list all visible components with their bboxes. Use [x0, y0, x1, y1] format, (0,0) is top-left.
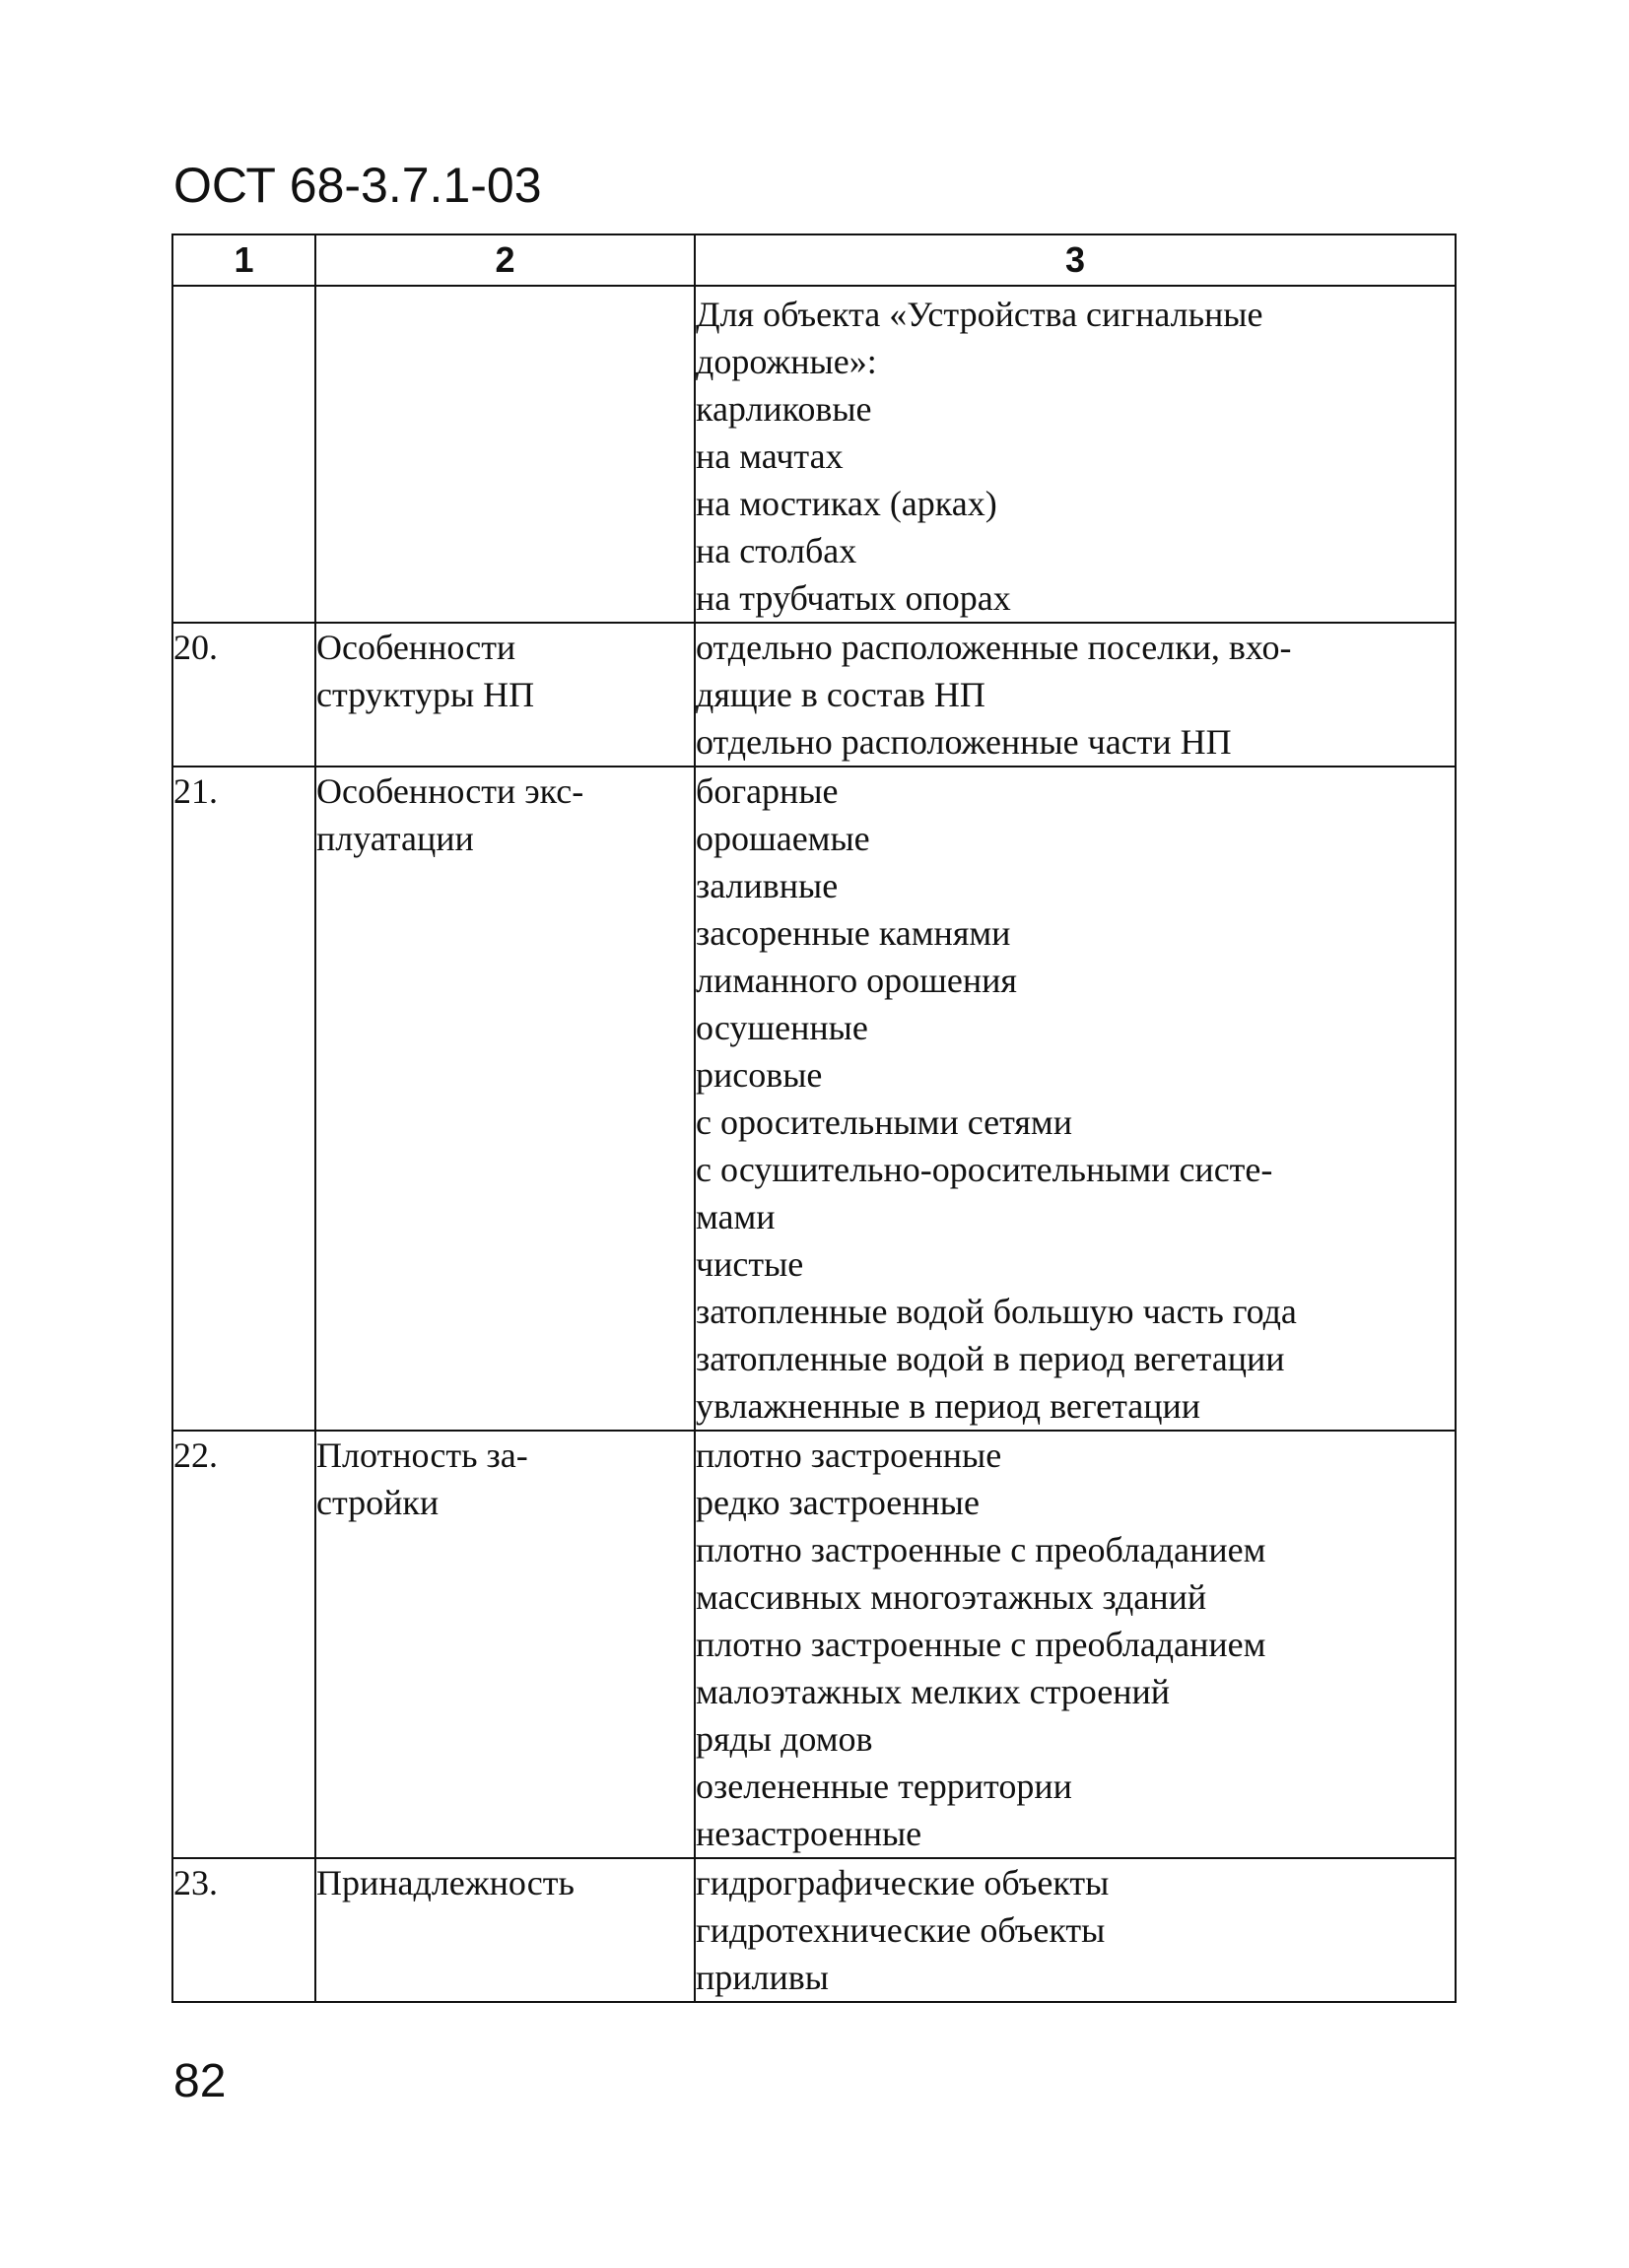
value-line: осушенные	[696, 1008, 868, 1047]
characteristic-cell	[315, 623, 695, 767]
value-line: гидротехнические объекты	[696, 1910, 1106, 1950]
value-line: приливы	[696, 1958, 829, 1997]
value-line: с осушительно-оросительными систе-	[696, 1150, 1273, 1189]
value-item	[696, 909, 1455, 957]
value-item	[696, 1859, 1455, 1906]
characteristic-line: Принадлежность	[316, 1863, 575, 1902]
value-line: озелененные территории	[696, 1767, 1072, 1806]
value-line: отдельно расположенные части НП	[696, 722, 1232, 762]
value-line: на мачтах	[696, 436, 844, 476]
value-line: карликовые	[696, 389, 872, 429]
table-row-continuation	[172, 286, 1456, 623]
value-line: незастроенные	[696, 1814, 922, 1853]
characteristic-line: плуатации	[316, 819, 474, 858]
values-cell	[695, 1858, 1456, 2002]
value-item	[696, 957, 1455, 1004]
value-item	[696, 1621, 1455, 1715]
characteristic-cell	[315, 1431, 695, 1858]
classification-table	[171, 233, 1457, 2003]
value-line: рисовые	[696, 1055, 823, 1095]
row-number-cell: 21.	[172, 767, 315, 1431]
value-line: массивных многоэтажных зданий	[696, 1577, 1207, 1617]
value-item	[696, 862, 1455, 909]
table-row-23	[172, 1858, 1456, 2002]
value-line: на мостиках (арках)	[696, 484, 997, 523]
value-line: затопленные водой в период вегетации	[696, 1339, 1285, 1378]
page-number: 82	[173, 2055, 227, 2107]
value-item	[696, 1099, 1455, 1146]
characteristic-line: структуры НП	[316, 675, 535, 714]
characteristic-line: стройки	[316, 1483, 440, 1522]
value-item	[696, 1432, 1455, 1479]
value-item	[696, 480, 1455, 527]
document-code: ОСТ 68-3.7.1-03	[173, 158, 542, 213]
column-header-2: 2	[315, 234, 695, 286]
value-line: засоренные камнями	[696, 913, 1011, 953]
value-item	[696, 624, 1455, 718]
characteristic-line: Плотность за-	[316, 1435, 528, 1475]
characteristic-line: Особенности	[316, 628, 516, 667]
values-cell	[695, 286, 1456, 623]
value-item	[696, 291, 1455, 385]
value-line: на трубчатых опорах	[696, 578, 1011, 618]
value-item	[696, 1906, 1455, 1954]
table-header-row	[172, 234, 1456, 286]
value-line: Для объекта «Устройства сигнальные	[696, 295, 1263, 334]
value-line: плотно застроенные с преобладанием	[696, 1530, 1266, 1569]
row-number-cell	[172, 286, 315, 623]
value-item	[696, 1288, 1455, 1335]
table-row-21	[172, 767, 1456, 1431]
value-item	[696, 767, 1455, 815]
value-item	[696, 1146, 1455, 1240]
value-item	[696, 1382, 1455, 1430]
value-item	[696, 718, 1455, 766]
values-cell	[695, 1431, 1456, 1858]
value-item	[696, 1526, 1455, 1621]
value-line: увлажненные в период вегетации	[696, 1386, 1201, 1426]
value-line: богарные	[696, 771, 839, 811]
value-item	[696, 1240, 1455, 1288]
value-line: затопленные водой большую часть года	[696, 1292, 1297, 1331]
values-cell	[695, 623, 1456, 767]
column-header-3: 3	[695, 234, 1456, 286]
value-line: дящие в состав НП	[696, 675, 985, 714]
value-item	[696, 1715, 1455, 1763]
table-row-20	[172, 623, 1456, 767]
value-line: малоэтажных мелких строений	[696, 1672, 1171, 1711]
characteristic-line: Особенности экс-	[316, 771, 584, 811]
table-row-22	[172, 1431, 1456, 1858]
characteristic-cell	[315, 1858, 695, 2002]
value-line: орошаемые	[696, 819, 870, 858]
row-number-cell: 20.	[172, 623, 315, 767]
value-line: гидрографические объекты	[696, 1863, 1110, 1902]
value-line: редко застроенные	[696, 1483, 980, 1522]
values-cell	[695, 767, 1456, 1431]
value-item	[696, 1954, 1455, 2001]
value-item	[696, 815, 1455, 862]
value-line: с оросительными сетями	[696, 1102, 1072, 1142]
value-line: чистые	[696, 1244, 804, 1284]
value-line: дорожные»:	[696, 342, 877, 381]
value-line: отдельно расположенные поселки, вхо-	[696, 628, 1292, 667]
value-line: плотно застроенные с преобладанием	[696, 1625, 1266, 1664]
value-item	[696, 1004, 1455, 1051]
value-line: заливные	[696, 866, 839, 905]
characteristic-cell	[315, 286, 695, 623]
value-item	[696, 1479, 1455, 1526]
value-item	[696, 1810, 1455, 1857]
value-item	[696, 433, 1455, 480]
value-item	[696, 1763, 1455, 1810]
value-item	[696, 385, 1455, 433]
value-item	[696, 527, 1455, 574]
row-number-cell: 23.	[172, 1858, 315, 2002]
value-line: лиманного орошения	[696, 961, 1017, 1000]
characteristic-cell	[315, 767, 695, 1431]
value-line: плотно застроенные	[696, 1435, 1002, 1475]
value-item	[696, 1051, 1455, 1099]
column-header-1: 1	[172, 234, 315, 286]
value-line: на столбах	[696, 531, 857, 570]
row-number-cell: 22.	[172, 1431, 315, 1858]
value-line: мами	[696, 1197, 776, 1236]
value-line: ряды домов	[696, 1719, 873, 1759]
value-item	[696, 574, 1455, 622]
value-item	[696, 1335, 1455, 1382]
